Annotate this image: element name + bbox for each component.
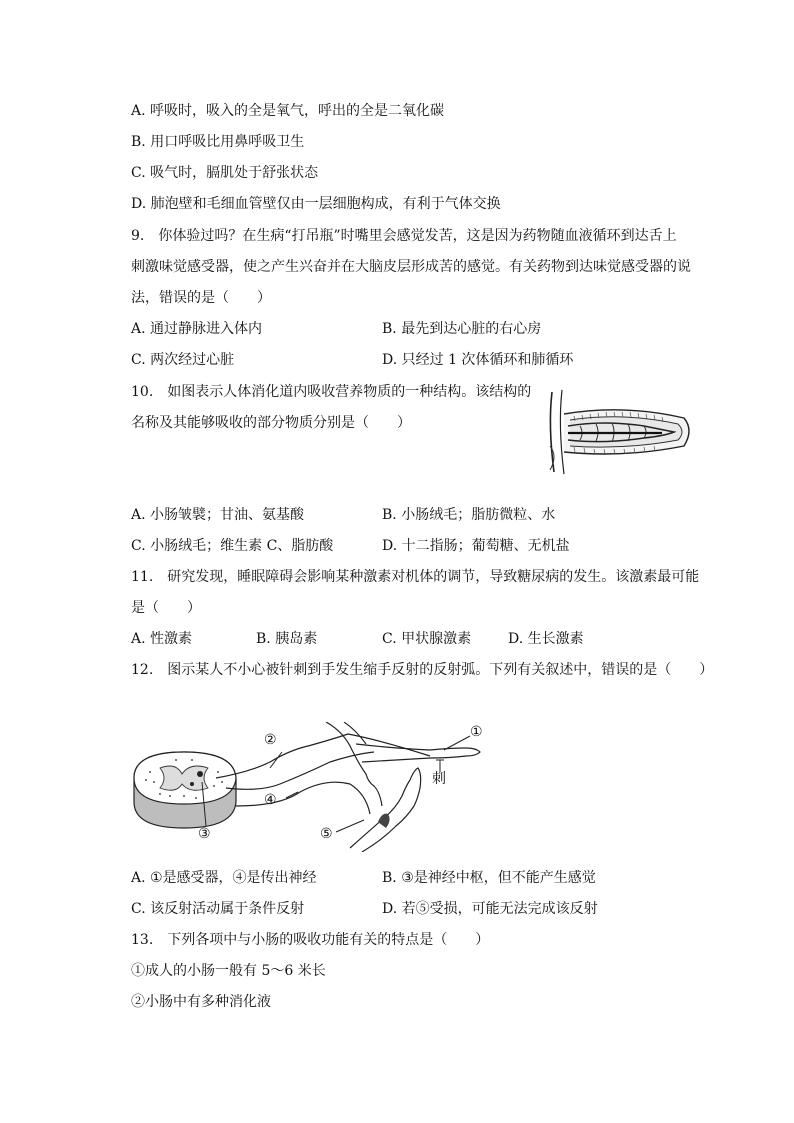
q11-option-d: D. 生长激素 — [508, 631, 584, 647]
reflex-label-5: ⑤ — [320, 826, 333, 842]
q9-stem-line2: 刺激味觉感受器，使之产生兴奋并在大脑皮层形成苦的感觉。有关药物到达味觉感受器的说 — [131, 259, 691, 275]
q12-option-a: A. ①是感受器，④是传出神经 — [131, 870, 317, 886]
q13-item-2: ②小肠中有多种消化液 — [131, 994, 271, 1010]
q10-option-d: D. 十二指肠；葡萄糖、无机盐 — [382, 538, 570, 554]
q12-option-c: C. 该反射活动属于条件反射 — [131, 901, 305, 917]
q12-option-b: B. ③是神经中枢，但不能产生感觉 — [382, 870, 596, 886]
reflex-label-ci: 刺 — [432, 771, 446, 787]
q9-stem-line3: 法，错误的是（ ） — [131, 290, 271, 306]
q11-option-a: A. 性激素 — [131, 631, 193, 647]
q11-option-c: C. 甲状腺激素 — [382, 631, 472, 647]
q9-option-b: B. 最先到达心脏的右心房 — [382, 321, 542, 337]
q10-option-b: B. 小肠绒毛；脂肪微粒、水 — [382, 507, 556, 523]
reflex-label-2: ② — [264, 732, 277, 748]
reflex-label-3: ③ — [198, 826, 211, 842]
q9-option-c: C. 两次经过心脏 — [131, 352, 235, 368]
q11-stem-line1: 11. 研究发现，睡眠障碍会影响某种激素对机体的调节，导致糖尿病的发生。该激素最可能 — [131, 569, 700, 585]
villus-figure — [544, 386, 694, 478]
q8-option-c: C. 吸气时，膈肌处于舒张状态 — [131, 165, 319, 181]
q8-option-d: D. 肺泡壁和毛细血管壁仅由一层细胞构成，有利于气体交换 — [131, 196, 501, 212]
reflex-arc-figure — [130, 722, 500, 852]
q12-stem: 12. 图示某人不小心被针刺到手发生缩手反射的反射弧。下列有关叙述中，错误的是（ ） — [131, 662, 714, 678]
q10-option-c: C. 小肠绒毛；维生素 C、脂肪酸 — [131, 538, 334, 554]
q13-stem: 13. 下列各项中与小肠的吸收功能有关的特点是（ ） — [131, 932, 490, 948]
q9-stem-line1: 9. 你体验过吗？在生病“打吊瓶”时嘴里会感觉发苦，这是因为药物随血液循环到达舌上 — [131, 228, 677, 244]
q10-stem-line1: 10. 如图表示人体消化道内吸收营养物质的一种结构。该结构的 — [131, 384, 532, 400]
q11-stem-line2: 是（ ） — [131, 600, 201, 616]
reflex-label-1: ① — [470, 724, 483, 740]
q12-option-d: D. 若⑤受损，可能无法完成该反射 — [382, 901, 598, 917]
q10-stem-line2: 名称及其能够吸收的部分物质分别是（ ） — [131, 415, 411, 431]
q8-option-b: B. 用口呼吸比用鼻呼吸卫生 — [131, 134, 305, 150]
q8-option-a: A. 呼吸时，吸入的全是氧气，呼出的全是二氧化碳 — [131, 103, 445, 119]
q11-option-b: B. 胰岛素 — [256, 631, 318, 647]
q13-item-1: ①成人的小肠一般有 5～6 米长 — [131, 963, 326, 979]
q10-option-a: A. 小肠皱襞；甘油、氨基酸 — [131, 507, 305, 523]
q9-option-a: A. 通过静脉进入体内 — [131, 321, 263, 337]
reflex-label-4: ④ — [264, 792, 277, 808]
q9-option-d: D. 只经过 1 次体循环和肺循环 — [382, 352, 574, 368]
